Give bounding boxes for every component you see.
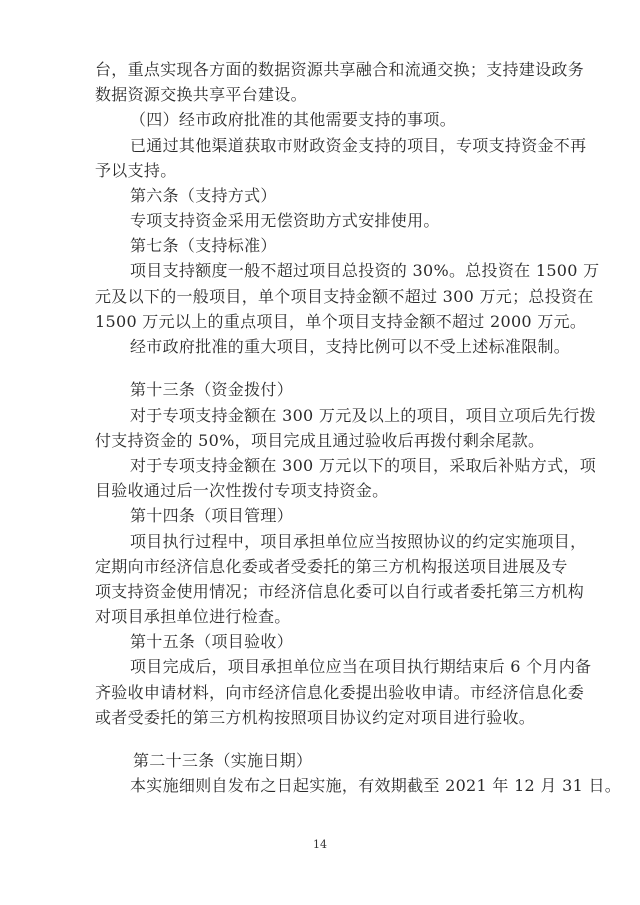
- text-line: 付支持资金的 50%，项目完成且通过验收后再拨付剩余尾款。: [95, 431, 545, 450]
- text-line: 目验收通过后一次性拨付专项支持资金。: [95, 481, 389, 500]
- text-line: 项目支持额度一般不超过项目总投资的 30%。总投资在 1500 万: [130, 261, 600, 280]
- text-line: 专项支持资金采用无偿资助方式安排使用。: [130, 211, 440, 230]
- text-line: 项支持资金使用情况；市经济信息化委可以自行或者委托第三方机构: [95, 582, 585, 601]
- text-line: 予以支持。: [95, 161, 177, 180]
- text-line: 齐验收申请材料，向市经济信息化委提出验收申请。市经济信息化委: [95, 683, 585, 702]
- section-heading: 第七条（支持标准）: [130, 236, 277, 255]
- text-line: 本实施细则自发布之日起实施，有效期截至 2021 年 12 月 31 日。: [130, 776, 622, 795]
- text-line: 1500 万元以上的重点项目，单个项目支持金额不超过 2000 万元。: [95, 312, 587, 331]
- text-line: 项目执行过程中，项目承担单位应当按照协议的约定实施项目，: [130, 532, 587, 551]
- section-heading: 第六条（支持方式）: [130, 186, 277, 205]
- text-line: 台，重点实现各方面的数据资源共享融合和流通交换；支持建设政务: [95, 60, 585, 79]
- text-line: 数据资源交换共享平台建设。: [95, 85, 307, 104]
- section-heading: 第十三条（资金拨付）: [130, 380, 294, 399]
- text-line: 元及以下的一般项目，单个项目支持金额不超过 300 万元；总投资在: [95, 287, 594, 306]
- text-line: 对项目承担单位进行检查。: [95, 607, 291, 626]
- text-line: （四）经市政府批准的其他需要支持的事项。: [130, 110, 457, 129]
- section-heading: 第十四条（项目管理）: [130, 506, 294, 525]
- text-line: 对于专项支持金额在 300 万元及以上的项目，项目立项后先行拨: [130, 406, 597, 425]
- text-line: 项目完成后，项目承担单位应当在项目执行期结束后 6 个月内备: [130, 657, 592, 676]
- text-line: 已通过其他渠道获取市财政资金支持的项目，专项支持资金不再: [130, 136, 587, 155]
- text-line: 对于专项支持金额在 300 万元以下的项目，采取后补贴方式，项: [130, 456, 597, 475]
- page-number: 14: [313, 838, 327, 851]
- section-heading: 第二十三条（实施日期）: [133, 751, 313, 770]
- text-line: 经市政府批准的重大项目，支持比例可以不受上述标准限制。: [130, 337, 571, 356]
- text-line: 或者受委托的第三方机构按照项目协议约定对项目进行验收。: [95, 708, 536, 727]
- section-heading: 第十五条（项目验收）: [130, 632, 294, 651]
- text-line: 定期向市经济信息化委或者受委托的第三方机构报送项目进展及专: [95, 557, 568, 576]
